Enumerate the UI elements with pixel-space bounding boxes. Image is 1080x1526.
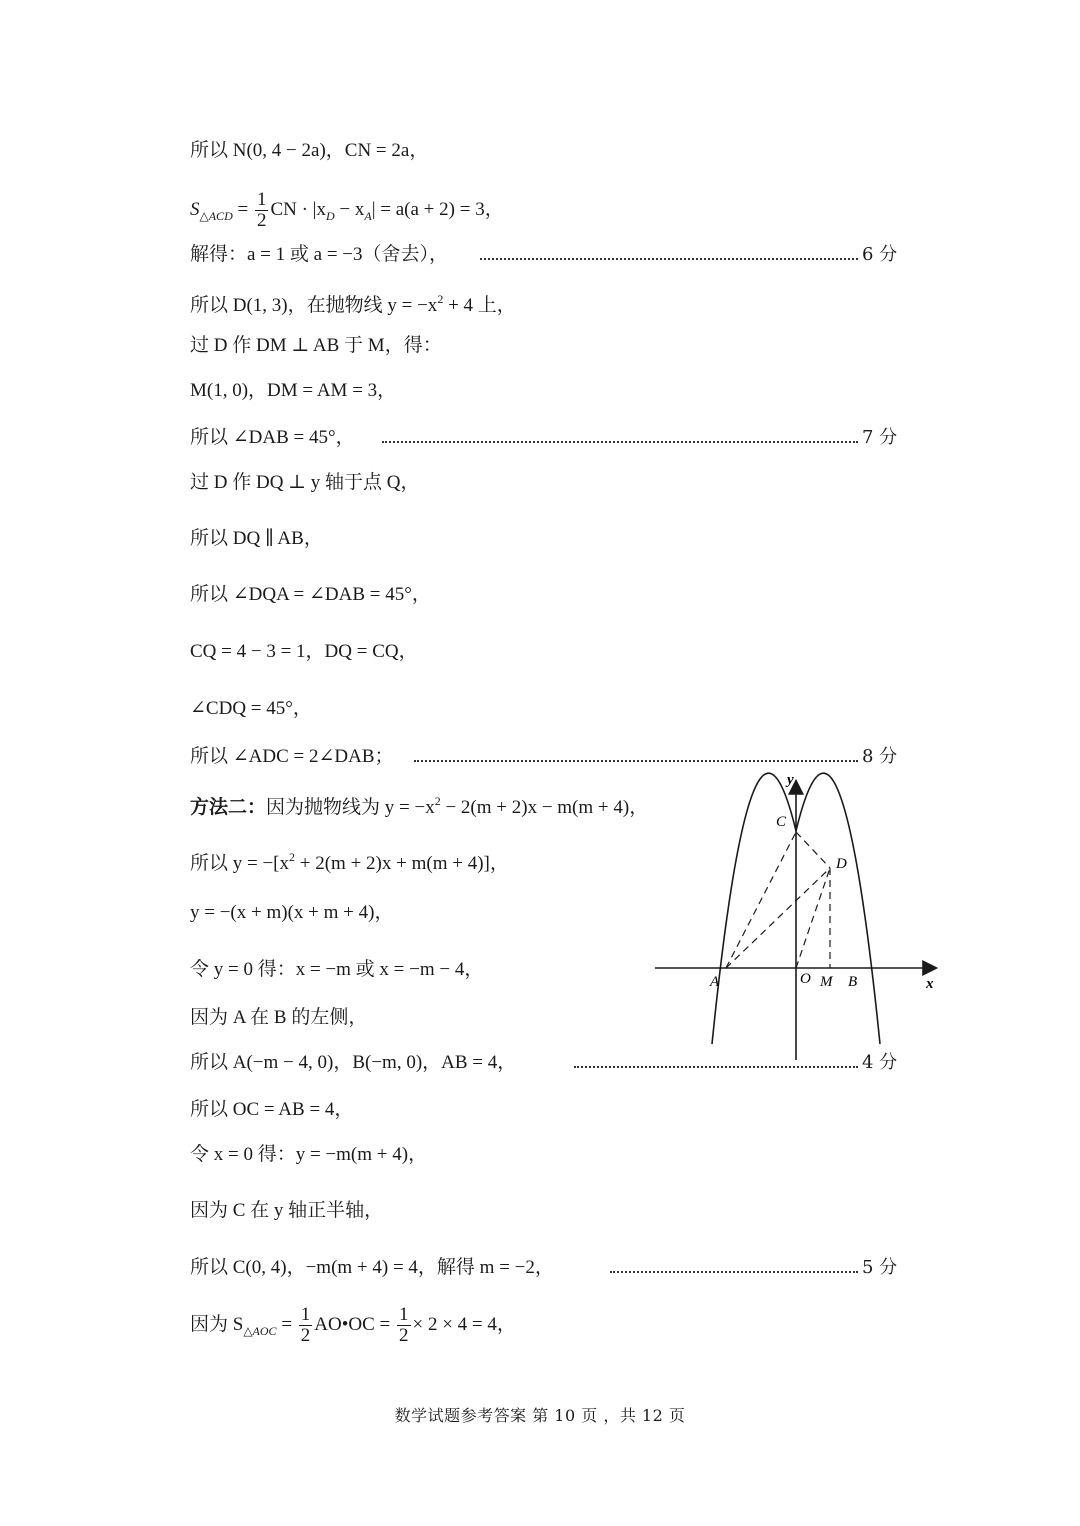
solution-line-2	[190, 190, 504, 231]
fraction-half: $\frac{1}{2}$	[399, 1304, 409, 1346]
label-y: y	[787, 772, 794, 788]
solution-line-20: 所以 OC = AB = 4，	[190, 1099, 354, 1120]
solution-line-1: 所以 N(0, 4 − 2a)，CN = 2a，	[190, 140, 429, 161]
formula-minus: − x	[334, 198, 365, 220]
equals: =	[232, 198, 253, 220]
solution-line-16: y = −(x + m)(x + m + 4)，	[190, 902, 394, 923]
dot-leader	[414, 760, 858, 762]
solution-line-23: 所以 C(0, 4)，−m(m + 4) = 4，解得 m = −2，	[190, 1257, 554, 1278]
solution-line-12: ∠CDQ = 45°，	[190, 698, 312, 719]
dot-leader	[480, 258, 858, 260]
solution-line-19: 所以 A(−m − 4, 0)，B(−m, 0)，AB = 4，	[190, 1052, 517, 1073]
solution-line-17: 令 y = 0 得：x = −m 或 x = −m − 4，	[190, 959, 484, 980]
solution-line-5: 过 D 作 DM ⊥ AB 于 M，得：	[190, 335, 442, 356]
solution-line-21: 令 x = 0 得：y = −m(m + 4)，	[190, 1144, 428, 1165]
solution-line-22: 因为 C 在 y 轴正半轴，	[190, 1200, 384, 1221]
solution-line-14: 方法二：因为抛物线为 $y = -x^2 - 2(m + 2)x - m(m + 4)$，	[190, 794, 649, 818]
label-b: B	[848, 974, 858, 990]
subscript-a: A	[364, 208, 372, 223]
score-5: 5 分	[862, 1257, 898, 1278]
fraction-half: $\frac{1}{2}$	[300, 1304, 311, 1346]
parabola-figure	[650, 770, 950, 1070]
label-o: O	[800, 971, 811, 987]
label-m: M	[820, 974, 833, 990]
formula-part: CN · |x	[270, 198, 326, 220]
score-4: 4 分	[862, 1052, 898, 1073]
solution-line-6: M(1, 0)，DM = AM = 3，	[190, 380, 397, 401]
solution-line-13: 所以 ∠ADC = 2∠DAB；	[190, 746, 394, 767]
dot-leader	[610, 1271, 858, 1273]
solution-line-3: 解得：a = 1 或 a = −3（舍去），	[190, 244, 449, 265]
area-subscript: △ACD	[199, 208, 233, 223]
solution-line-7: 所以 ∠DAB = 45°，	[190, 427, 355, 448]
method-two-heading: 方法二：	[190, 797, 267, 818]
label-a: A	[710, 974, 720, 990]
score-7: 7 分	[862, 427, 898, 448]
label-x: x	[926, 976, 934, 992]
solution-line-15: 所以 $y = -[x^2 + 2(m + 2)x + m(m + 4)]$，	[190, 850, 509, 874]
fraction-half: $\frac{1}{2}$	[256, 189, 267, 231]
solution-line-11: CQ = 4 − 3 = 1，DQ = CQ，	[190, 641, 418, 662]
dot-leader	[382, 441, 858, 443]
solution-line-4: 所以 D(1, 3)，在抛物线 $y = -x^2 + 4$ 上，	[190, 292, 516, 316]
solution-line-8: 过 D 作 DQ ⊥ y 轴于点 Q，	[190, 472, 420, 493]
area-symbol: S	[190, 198, 200, 220]
page-footer: 数学试题参考答案 第 10 页 ，共 12 页	[394, 1406, 686, 1425]
solution-line-18: 因为 A 在 B 的左侧，	[190, 1007, 368, 1028]
subscript-d: D	[325, 208, 335, 223]
score-6: 6 分	[862, 244, 898, 265]
formula-result: | = a(a + 2) = 3，	[371, 198, 504, 220]
label-c: C	[776, 814, 787, 830]
solution-line-9: 所以 DQ ∥ AB，	[190, 528, 323, 549]
score-8: 8 分	[862, 746, 898, 767]
solution-line-10: 所以 ∠DQA = ∠DAB = 45°，	[190, 584, 431, 605]
label-d: D	[836, 856, 847, 872]
solution-line-24: 因为 $S_{\triangle AOC}$ = $\frac{1}{2}$ AO•OC = $\frac{1}{2}$ × 2 × 4 = 4，	[190, 1304, 516, 1346]
